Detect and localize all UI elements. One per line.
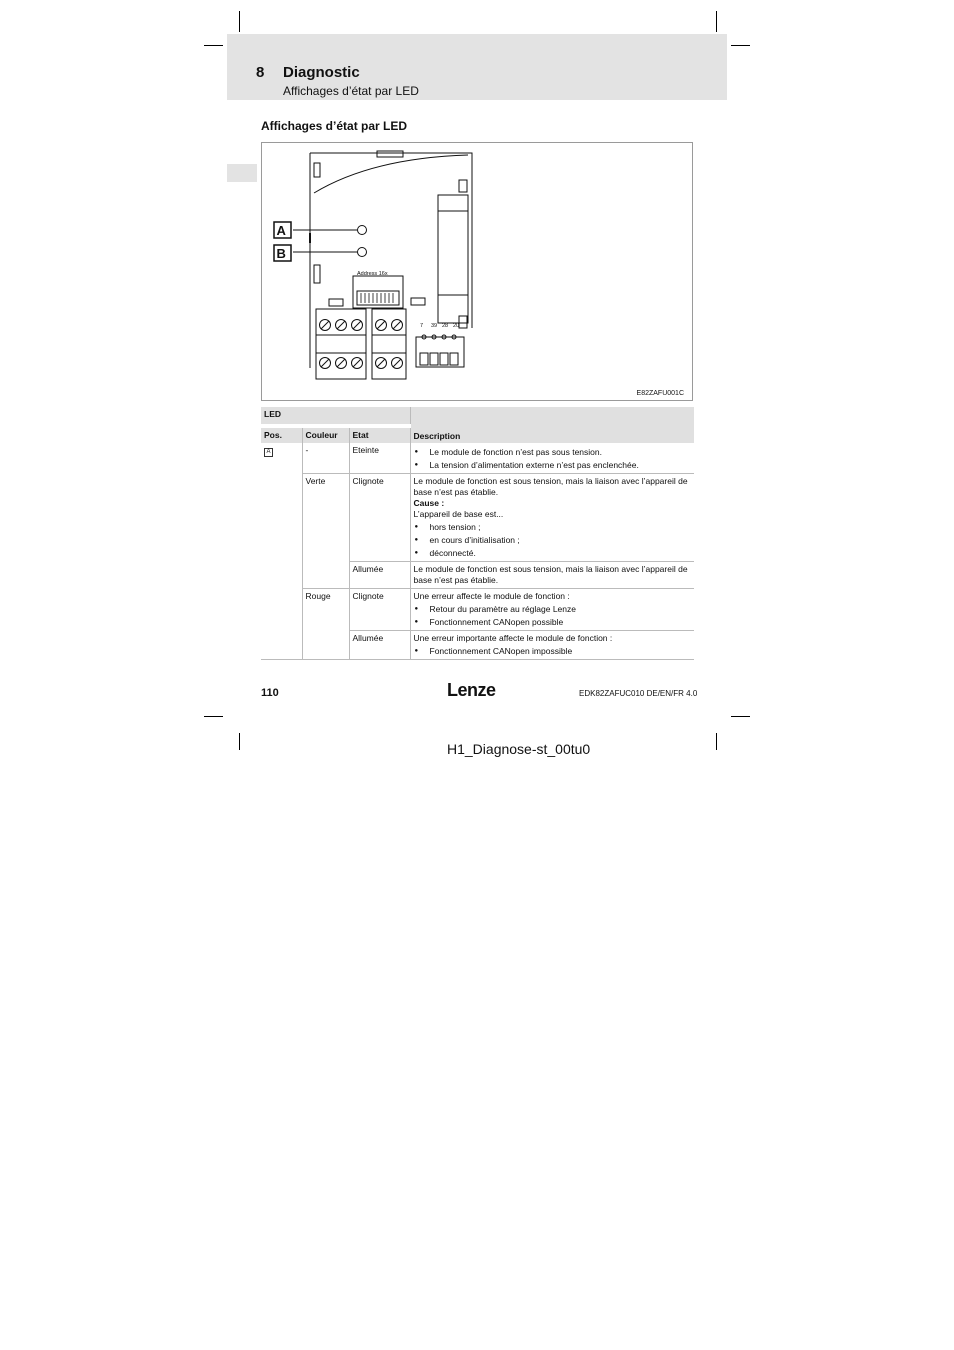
crop-mark bbox=[239, 11, 240, 32]
crop-mark bbox=[239, 733, 240, 750]
crop-mark bbox=[204, 45, 223, 46]
state-cell: Eteinte bbox=[349, 443, 410, 474]
col-state-header: Etat bbox=[349, 426, 410, 443]
crop-mark bbox=[716, 733, 717, 750]
terminal-label-2: 28 bbox=[442, 323, 449, 329]
color-cell: - bbox=[302, 443, 349, 474]
page-number: 110 bbox=[261, 687, 279, 699]
device-drawing bbox=[262, 143, 692, 400]
list-item: ● La tension d’alimentation externe n’est pas enclenchée. bbox=[414, 460, 692, 471]
chapter-title: Diagnostic bbox=[283, 64, 360, 81]
terminal-label-1: 39 bbox=[431, 323, 438, 329]
document-reference: EDK82ZAFUC010 DE/EN/FR 4.0 bbox=[579, 689, 698, 698]
description-cell bbox=[410, 443, 694, 474]
callout-b-label: B bbox=[276, 246, 286, 261]
description-text: L’appareil de base est... bbox=[413, 509, 504, 519]
terminal-label-0: 7 bbox=[420, 323, 424, 329]
pos-cell bbox=[261, 443, 302, 659]
crop-mark bbox=[731, 716, 750, 717]
file-tag: H1_Diagnose-st_00tu0 bbox=[447, 741, 591, 757]
device-figure bbox=[261, 142, 693, 401]
table-group-header-row bbox=[261, 407, 694, 426]
col-description-label: Description bbox=[413, 431, 461, 441]
pos-a-box: A bbox=[264, 448, 273, 457]
col-description-header bbox=[410, 407, 694, 443]
color-cell: Verte bbox=[302, 474, 349, 589]
figure-code: E82ZAFU001C bbox=[636, 390, 684, 397]
description-cell bbox=[410, 474, 694, 562]
section-title: Affichages d’état par LED bbox=[261, 119, 408, 133]
cause-label: Cause : bbox=[413, 498, 445, 508]
description-text: Une erreur affecte le module de fonction : bbox=[413, 591, 570, 601]
description-text: Le module de fonction est sous tension, mais la liaison avec l’appareil de base n’est pas établie. bbox=[413, 476, 688, 497]
chapter-subtitle: Affichages d’état par LED bbox=[283, 84, 419, 98]
state-cell: Allumée bbox=[349, 631, 410, 660]
list-item: ● hors tension ; bbox=[414, 522, 692, 533]
callout-a-label: A bbox=[276, 223, 286, 238]
description-cell bbox=[410, 589, 694, 631]
description-cell: Le module de fonction est sous tension, mais la liaison avec l’appareil de base n’est pas établie. bbox=[410, 562, 694, 589]
terminal-label-3: 20 bbox=[453, 323, 460, 329]
list-item: ● Fonctionnement CANopen impossible bbox=[414, 646, 692, 657]
table-row bbox=[261, 443, 694, 474]
col-color-header: Couleur bbox=[302, 426, 349, 443]
chapter-number: 8 bbox=[256, 64, 265, 81]
state-cell: Clignote bbox=[349, 589, 410, 631]
lenze-logo: Lenze bbox=[447, 680, 496, 700]
table-row bbox=[261, 589, 694, 631]
list-item: ● Retour du paramètre au réglage Lenze bbox=[414, 604, 692, 615]
state-cell: Clignote bbox=[349, 474, 410, 562]
col-pos-header: Pos. bbox=[261, 426, 302, 443]
crop-mark bbox=[716, 11, 717, 32]
chapter-side-tab bbox=[227, 164, 257, 182]
list-item: ● déconnecté. bbox=[414, 548, 692, 559]
address-label: Address 16x bbox=[357, 271, 388, 277]
list-item: ● en cours d’initialisation ; bbox=[414, 535, 692, 546]
crop-mark bbox=[731, 45, 750, 46]
color-cell: Rouge bbox=[302, 589, 349, 660]
crop-mark bbox=[204, 716, 223, 717]
description-cell bbox=[410, 631, 694, 660]
table-row bbox=[261, 474, 694, 562]
led-status-table bbox=[261, 407, 694, 659]
led-group-header: LED bbox=[261, 407, 410, 426]
list-item: ● Le module de fonction n’est pas sous tension. bbox=[414, 447, 692, 458]
table-end-rule bbox=[261, 659, 694, 660]
description-text: Une erreur importante affecte le module de fonction : bbox=[413, 633, 613, 643]
list-item: ● Fonctionnement CANopen possible bbox=[414, 617, 692, 628]
state-cell: Allumée bbox=[349, 562, 410, 589]
